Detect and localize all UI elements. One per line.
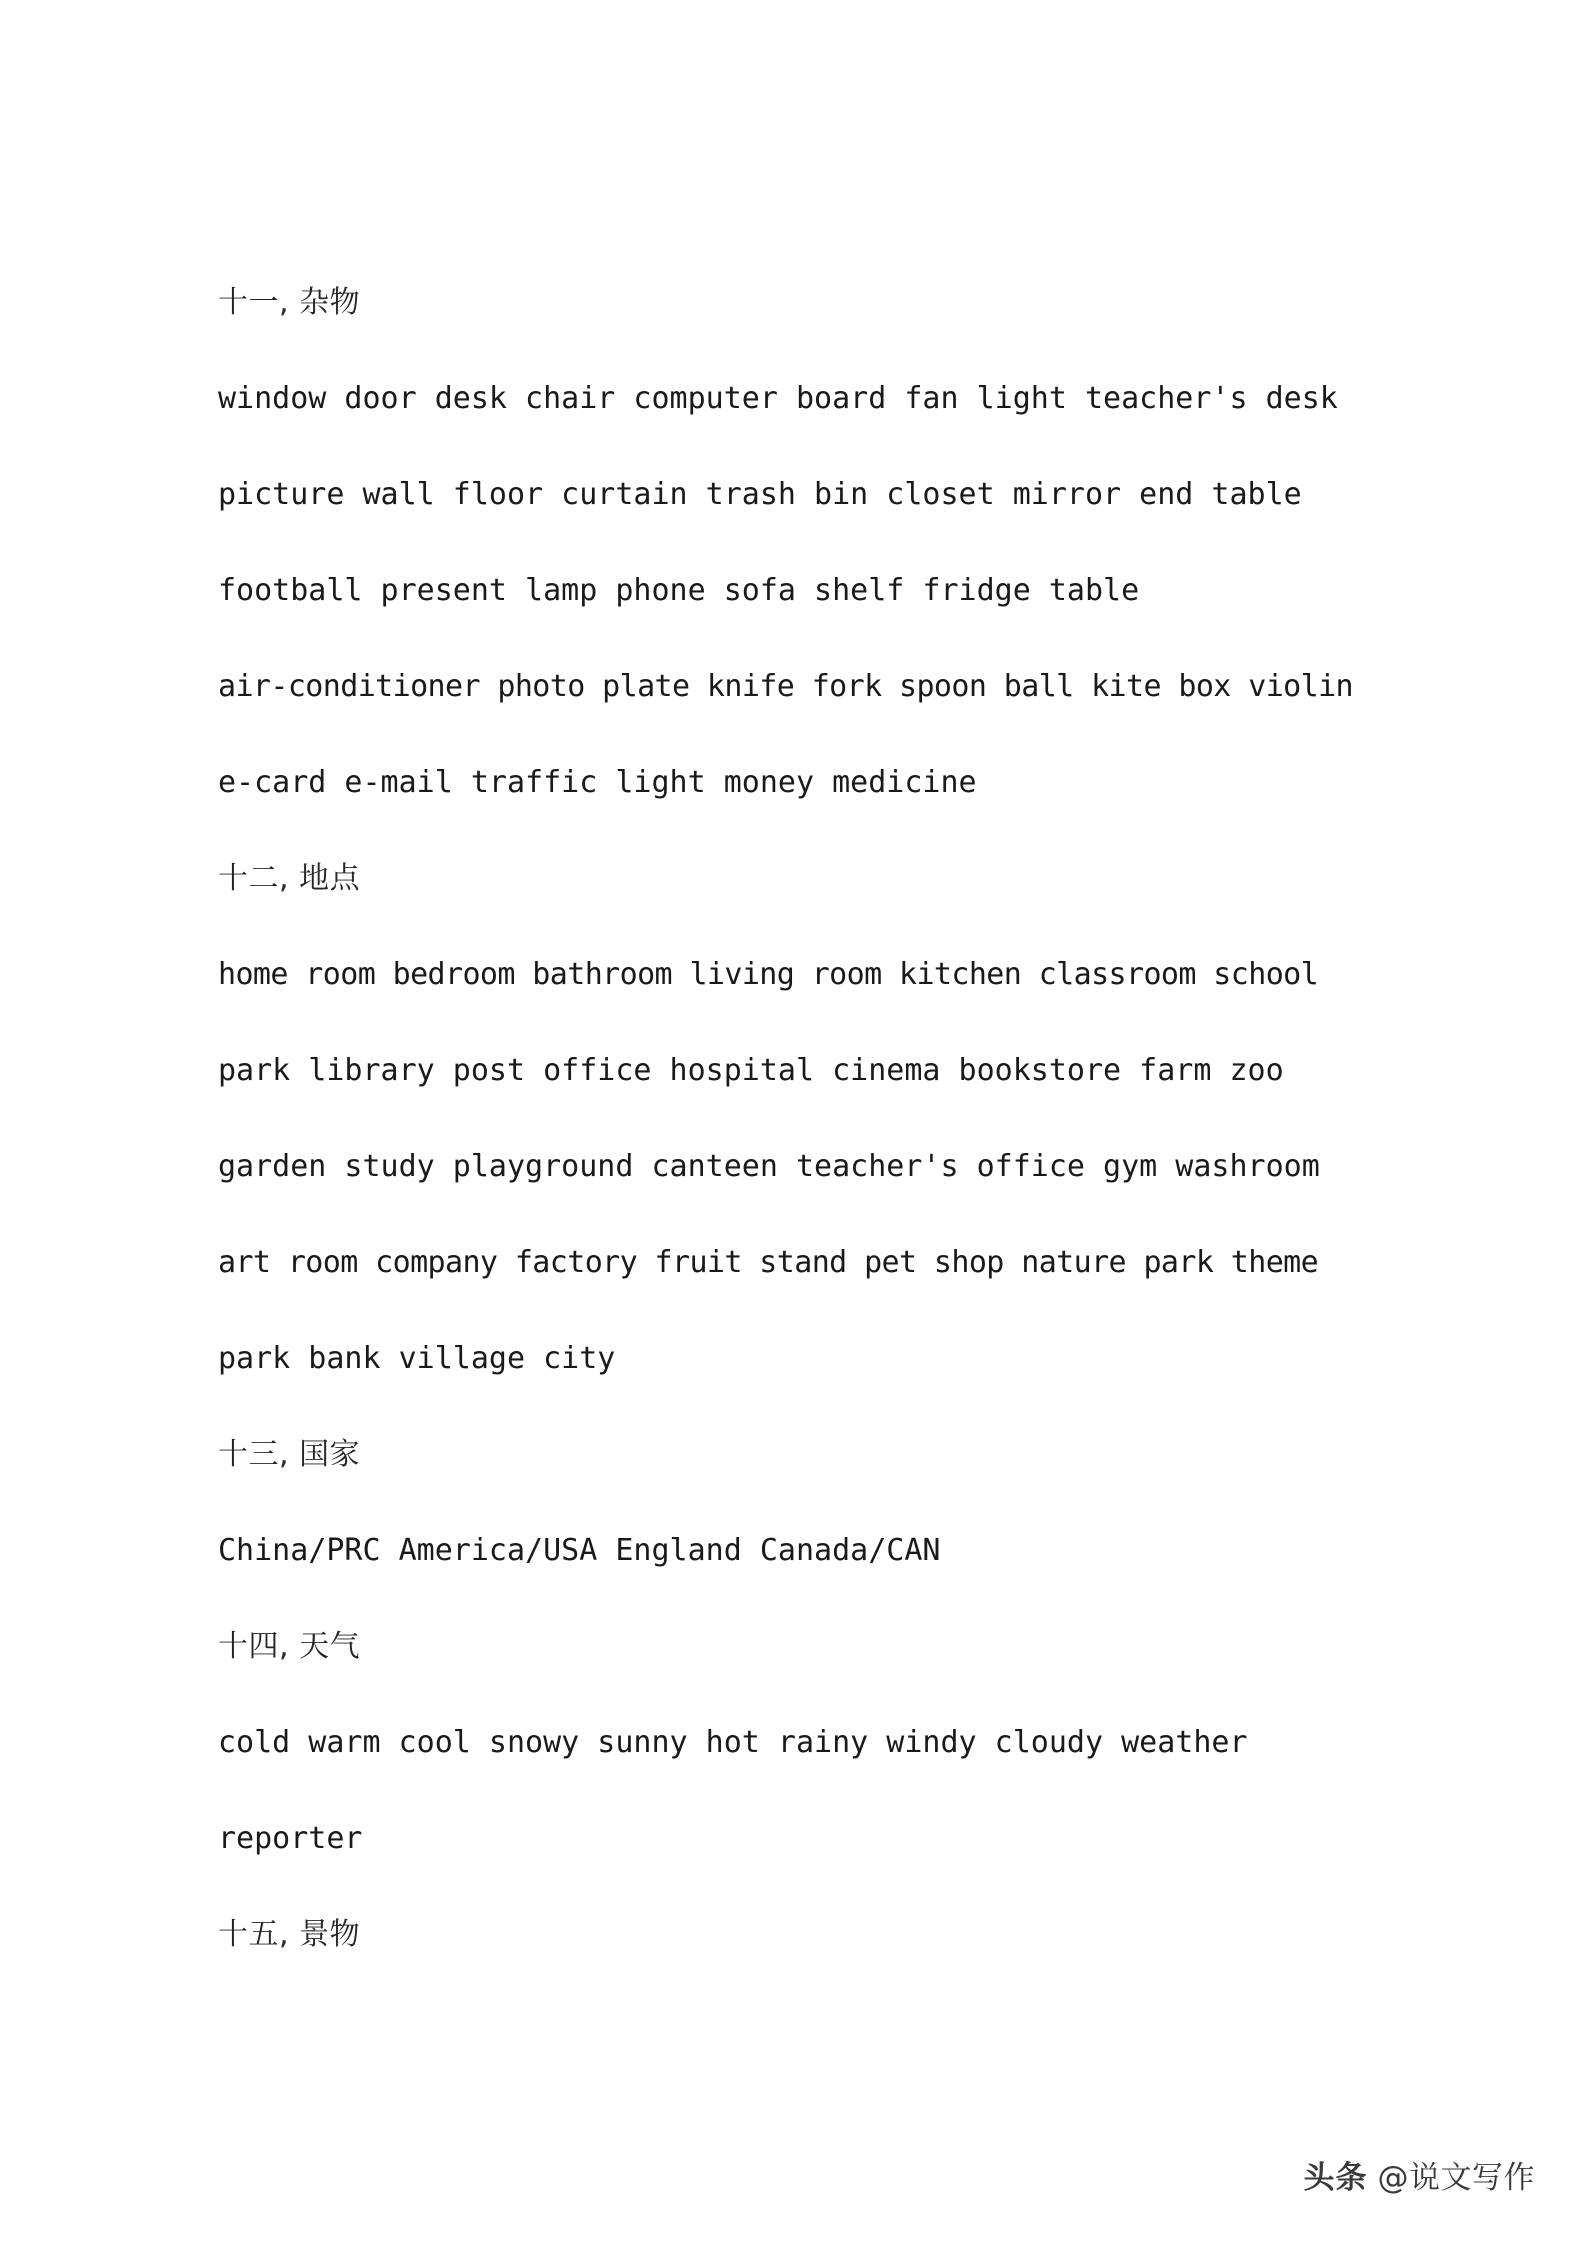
vocabulary-line: garden study playground canteen teacher's office gym washroom <box>218 1149 1320 1184</box>
vocabulary-line: window door desk chair computer board fan light teacher's desk <box>218 381 1338 416</box>
watermark-author: @说文写作 <box>1377 2160 1535 2196</box>
vocabulary-line: cold warm cool snowy sunny hot rainy windy cloudy weather <box>218 1725 1248 1760</box>
section-heading: 十三, 国家 <box>218 1437 361 1472</box>
vocabulary-line: park library post office hospital cinema bookstore farm zoo <box>218 1053 1284 1088</box>
section-heading: 十一, 杂物 <box>218 285 361 320</box>
watermark <box>1304 2152 1536 2197</box>
section-heading: 十五, 景物 <box>218 1917 361 1952</box>
vocabulary-line: China/PRC America/USA England Canada/CAN <box>218 1533 941 1568</box>
vocabulary-line: reporter <box>218 1821 363 1856</box>
section-scenery <box>218 1887 1378 1983</box>
section-heading: 十四, 天气 <box>218 1629 361 1664</box>
section-weather <box>218 1599 1378 1887</box>
vocabulary-line: home room bedroom bathroom living room kitchen classroom school <box>218 957 1319 992</box>
vocabulary-line: air-conditioner photo plate knife fork spoon ball kite box violin <box>218 669 1353 704</box>
section-places <box>218 831 1378 1407</box>
section-heading: 十二, 地点 <box>218 861 361 896</box>
vocabulary-line: picture wall floor curtain trash bin closet mirror end table <box>218 477 1302 512</box>
vocabulary-line: football present lamp phone sofa shelf fridge table <box>218 573 1140 608</box>
section-countries <box>218 1407 1378 1599</box>
document-content <box>218 255 1378 1983</box>
toutiao-logo: 头条 <box>1303 2160 1368 2196</box>
vocabulary-line: e-card e-mail traffic light money medicine <box>218 765 977 800</box>
vocabulary-line: art room company factory fruit stand pet shop nature park theme <box>218 1245 1319 1280</box>
vocabulary-line: park bank village city <box>218 1341 616 1376</box>
section-miscellaneous <box>218 255 1378 831</box>
